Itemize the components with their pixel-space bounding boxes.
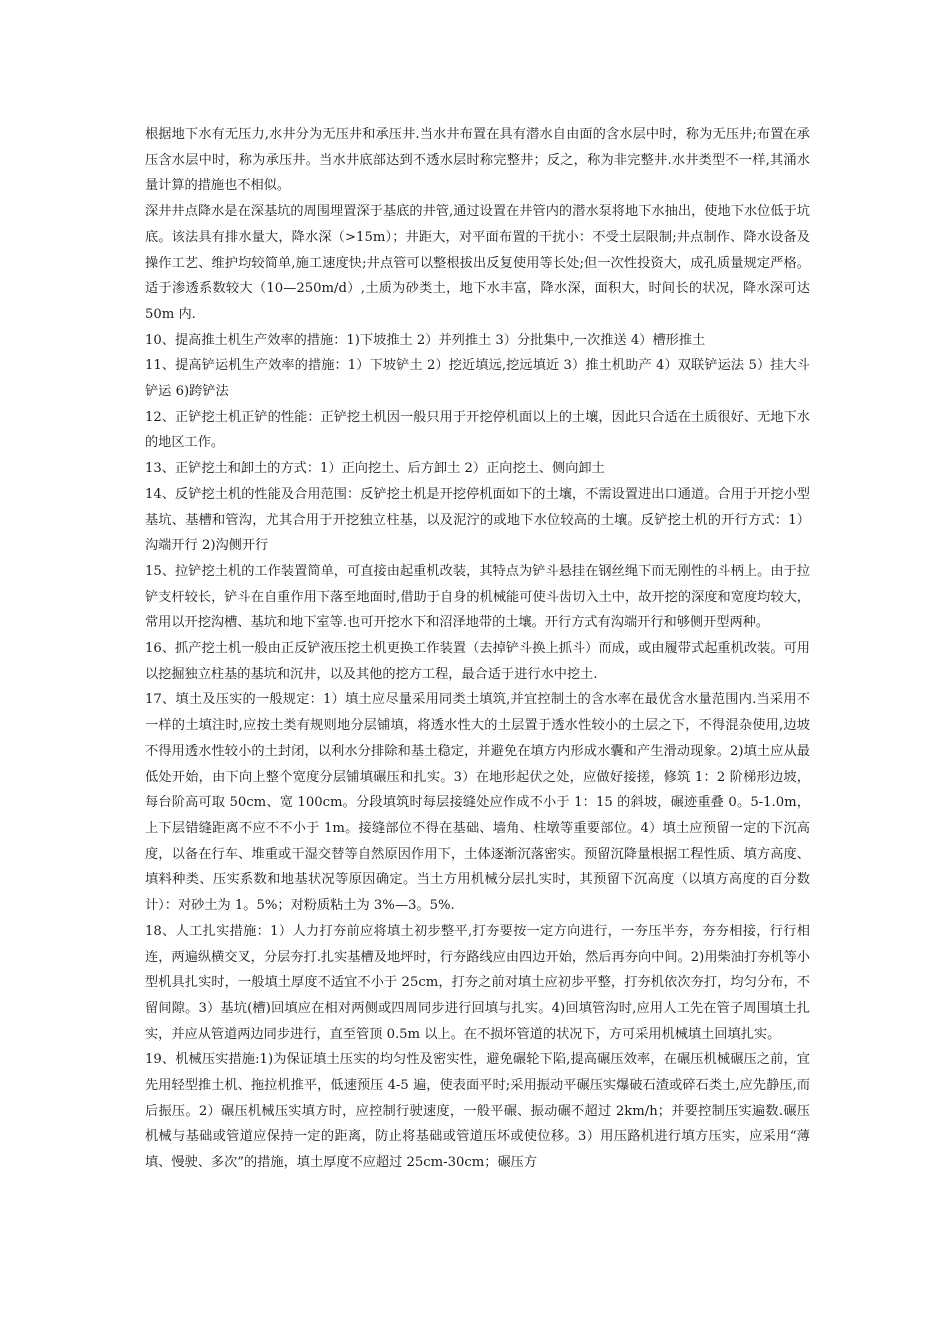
paragraph-deep-well-dewatering: 深井井点降水是在深基坑的周围埋置深于基底的井管,通过设置在井管内的潜水泵将地下水抽出，使地下水位低于坑底。该法具有排水量大，降水深（>15m）；井距大，对平面布置的干扰小：不受土层限制;井点制作、降水设备及操作工艺、维护均较简单,施工速度快;井点管可以整根拔出反复使用等长处;但一次性投资大，成孔质量规定严格。适于渗透系数较大（10—250m/d）,土质为砂类土，地下水丰富，降水深，面积大，时间长的状况，降水深可达 50m 内. xyxy=(145,204,810,322)
paragraph-item-19: 19、机械压实措施:1)为保证填土压实的均匀性及密实性，避免碾轮下陷,提高碾压效率，在碾压机械碾压之前，宜先用轻型推土机、拖拉机推平，低速预压 4-5 遍，使表面平时;采用振动平碾压实爆破石渣或碎石类土,应先静压,而后振压。2）碾压机械压实填方时，应控制行驶速度，一般平碾、振动碾不超过 2km/h；并要控制压实遍数.碾压机械与基础或管道应保持一定的距离，防止将基础或管道压坏或使位移。3）用压路机进行填方压实，应采用“薄填、慢驶、多次”的措施，填土厚度不应超过 25cm-30cm；碾压方 xyxy=(145,1052,810,1171)
paragraph-item-10: 10、提高推土机生产效率的措施：1)下坡推土 2）并列推土 3）分批集中,一次推送 4）槽形推土 xyxy=(145,332,706,348)
paragraph-item-13: 13、正铲挖土和卸土的方式：1）正向挖土、后方卸土 2）正向挖土、侧向卸土 xyxy=(145,461,605,477)
paragraph-item-14: 14、反铲挖土机的性能及合用范围：反铲挖土机是开挖停机面如下的土壤，不需设置进出口通道。合用于开挖小型基坑、基槽和管沟，尤其合用于开挖独立柱基，以及泥泞的或地下水位较高的土壤。反铲挖土机的开行方式：1）沟端开行 2)沟侧开行 xyxy=(145,486,810,554)
paragraph-item-11: 11、提高铲运机生产效率的措施：1）下坡铲土 2）挖近填远,挖远填近 3）推土机助产 4）双联铲运法 5）挂大斗铲运 6)跨铲法 xyxy=(145,358,810,400)
document-body xyxy=(145,122,810,1176)
paragraph-item-15: 15、拉铲挖土机的工作装置简单，可直接由起重机改装，其特点为铲斗悬挂在钢丝绳下而无刚性的斗柄上。由于拉铲支杆较长，铲斗在自重作用下落至地面时,借助于自身的机械能可使斗齿切入土中，故开挖的深度和宽度均较大，常用以开挖沟槽、基坑和地下室等.也可开挖水下和沼泽地带的土壤。开行方式有沟端开行和够侧开型两种。 xyxy=(145,563,810,631)
paragraph-item-17: 17、填土及压实的一般规定：1）填土应尽量采用同类土填筑,并宜控制土的含水率在最优含水量范围内.当采用不一样的土填注时,应按土类有规则地分层铺填，将透水性大的土层置于透水性较小的土层之下，不得混杂使用,边坡不得用透水性较小的土封闭，以利水分排除和基土稳定，并避免在填方内形成水囊和产生滑动现象。2)填土应从最低处开始，由下向上整个宽度分层铺填碾压和扎实。3）在地形起伏之处，应做好接搓，修筑 1：2 阶梯形边坡，每台阶高可取 50cm、宽 100cm。分段填筑时每层接缝处应作成不小于 1：15 的斜坡，碾迹重叠 0。5-1.0m，上下层错缝距离不应不不小于 1m。接缝部位不得在基础、墙角、柱墩等重要部位。4）填土应预留一定的下沉高度，以备在行车、堆重或干湿交替等自然原因作用下，土体逐渐沉落密实。预留沉降量根据工程性质、填方高度、填料种类、压实系数和地基状况等原因确定。当土方用机械分层扎实时，其预留下沉高度（以填方高度的百分数计）：对砂土为 1。5%；对粉质粘土为 3%—3。5%. xyxy=(145,692,810,914)
paragraph-well-types: 根据地下水有无压力,水井分为无压井和承压井.当水井布置在具有潜水自由面的含水层中时，称为无压井;布置在承压含水层中时，称为承压井。当水井底部达到不透水层时称完整井；反之，称为非完整井.水井类型不一样,其涌水量计算的措施也不相似。 xyxy=(145,127,810,194)
paragraph-item-16: 16、抓产挖土机一般由正反铲液压挖土机更换工作装置（去掉铲斗换上抓斗）而成，或由履带式起重机改装。可用以挖掘独立柱基的基坑和沉井，以及其他的挖方工程，最合适于进行水中挖土. xyxy=(145,641,810,682)
paragraph-item-12: 12、正铲挖土机正铲的性能：正铲挖土机因一般只用于开挖停机面以上的土壤，因此只合适在土质很好、无地下水的地区工作。 xyxy=(145,409,810,451)
paragraph-item-18: 18、人工扎实措施：1）人力打夯前应将填土初步整平,打夯要按一定方向进行，一夯压半夯，夯夯相接，行行相连，两遍纵横交叉，分层夯打.扎实基槽及地坪时，行夯路线应由四边开始，然后再夯向中间。2)用柴油打夯机等小型机具扎实时，一般填土厚度不适宜不小于 25cm，打夯之前对填土应初步平整，打夯机依次夯打，均匀分布，不留间隙。3）基坑(槽)回填应在相对两侧或四周同步进行回填与扎实。4)回填管沟时,应用人工先在管子周围填土扎实，并应从管道两边同步进行，直至管顶 0.5m 以上。在不损坏管道的状况下，方可采用机械填土回填扎实。 xyxy=(145,923,810,1042)
